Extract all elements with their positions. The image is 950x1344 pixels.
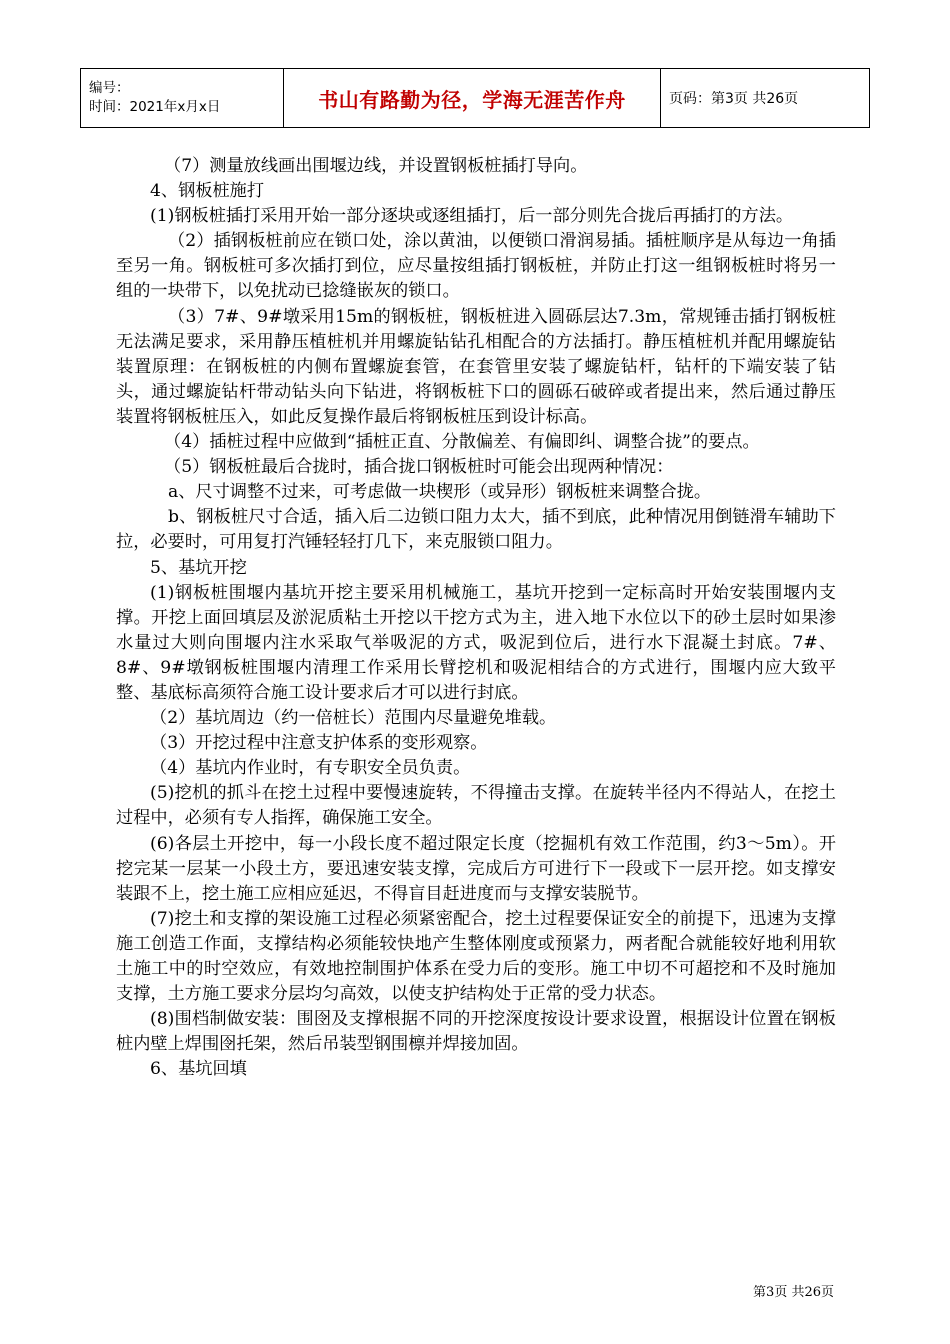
header-motto: 书山有路勤为径，学海无涯苦作舟 [284, 69, 661, 128]
page-header [80, 68, 870, 128]
paragraph: (8)围档制做安装：围囹及支撑根据不同的开挖深度按设计要求设置，根据设计位置在钢板桩内壁上焊围囹托架，然后吊装型钢围檩并焊接加固。 [116, 1009, 836, 1055]
page-footer: 第3页 共26页 [753, 1285, 834, 1300]
paragraph: （2）基坑周边（约一倍桩长）范围内尽量避免堆载。 [150, 708, 557, 729]
paragraph: (1)钢板桩围堰内基坑开挖主要采用机械施工，基坑开挖到一定标高时开始安装围堰内支撑。开挖上面回填层及淤泥质粘土开挖以干挖方式为主，进入地下水位以下的砂土层时如果渗水量过大则向围堰内注水采取气举吸泥的方式，吸泥到位后，进行水下混凝土封底。7#、8#、9#墩钢板桩围堰内清理工作采用长臂挖机和吸泥相结合的方式进行，围堰内应大致平整、基底标高须符合施工设计要求后才可以进行封底。 [116, 582, 836, 703]
document-body [116, 154, 836, 1082]
paragraph: （4）插桩过程中应做到“插桩正直、分散偏差、有偏即纠、调整合拢”的要点。 [164, 432, 760, 453]
paragraph: (5)挖机的抓斗在挖土过程中要慢速旋转，不得撞击支撑。在旋转半径内不得站人，在挖土过程中，必须有专人指挥，确保施工安全。 [116, 783, 836, 829]
header-page-number: 页码：第3页 共26页 [661, 69, 870, 128]
paragraph: a、尺寸调整不过来，可考虑做一块楔形（或异形）钢板桩来调整合拢。 [168, 482, 712, 503]
document-number-label: 编号： [89, 80, 130, 96]
paragraph: （3）开挖过程中注意支护体系的变形观察。 [150, 733, 488, 754]
paragraph: （5）钢板桩最后合拢时，插合拢口钢板桩时可能会出现两种情况： [164, 457, 674, 478]
paragraph: (1)钢板桩插打采用开始一部分逐块或逐组插打，后一部分则先合拢后再插打的方法。 [150, 206, 794, 227]
paragraph: （7）测量放线画出围堰边线，并设置钢板桩插打导向。 [164, 156, 588, 176]
document-date: 时间：2021年x月x日 [89, 99, 221, 115]
paragraph: （4）基坑内作业时，有专职安全员负责。 [150, 758, 471, 779]
paragraph: (6)各层土开挖中，每一小段长度不超过限定长度（挖掘机有效工作范围，约3～5m）。开挖完某一层某一小段土方，要迅速安装支撑，完成后方可进行下一段或下一层开挖。如支撑安装跟不上，挖土施工应相应延迟，不得盲目赶进度而与支撑安装脱节。 [116, 833, 836, 904]
section-heading: 5、基坑开挖 [150, 557, 247, 578]
paragraph: b、钢板桩尺寸合适，插入后二边锁口阻力太大，插不到底，此种情况用倒链滑车辅助下拉，必要时，可用复打汽锤轻轻打几下，来克服锁口阻力。 [116, 507, 836, 553]
section-heading: 6、基坑回填 [150, 1059, 247, 1080]
section-heading: 4、钢板桩施打 [150, 181, 265, 202]
paragraph: （2）插钢板桩前应在锁口处，涂以黄油，以便锁口滑润易插。插桩顺序是从每边一角插至另一角。钢板桩可多次插打到位，应尽量按组插打钢板桩，并防止打这一组钢板桩时将另一组的一块带下，以免扰动已捻缝嵌灰的锁口。 [116, 231, 836, 302]
paragraph: (7)挖土和支撑的架设施工过程必须紧密配合，挖土过程要保证安全的前提下，迅速为支撑施工创造工作面，支撑结构必须能较快地产生整体刚度或预紧力，两者配合就能较好地利用软土施工中的时空效应，有效地控制围护体系在受力后的变形。施工中切不可超挖和不及时施加支撑，土方施工要求分层均匀高效，以使支护结构处于正常的受力状态。 [116, 908, 836, 1005]
paragraph: （3）7#、9#墩采用15m的钢板桩，钢板桩进入圆砾层达7.3m，常规锤击插打钢板桩无法满足要求，采用静压植桩机并用螺旋钻钻孔相配合的方法插打。静压植桩机并配用螺旋钻装置原理：在钢板桩的内侧布置螺旋套管，在套管里安装了螺旋钻杆，钻杆的下端安装了钻头，通过螺旋钻杆带动钻头向下钻进，将钢板桩下口的圆砾石破碎或者提出来，然后通过静压装置将钢板桩压入，如此反复操作最后将钢板桩压到设计标高。 [116, 306, 836, 427]
header-left-cell [81, 69, 284, 128]
